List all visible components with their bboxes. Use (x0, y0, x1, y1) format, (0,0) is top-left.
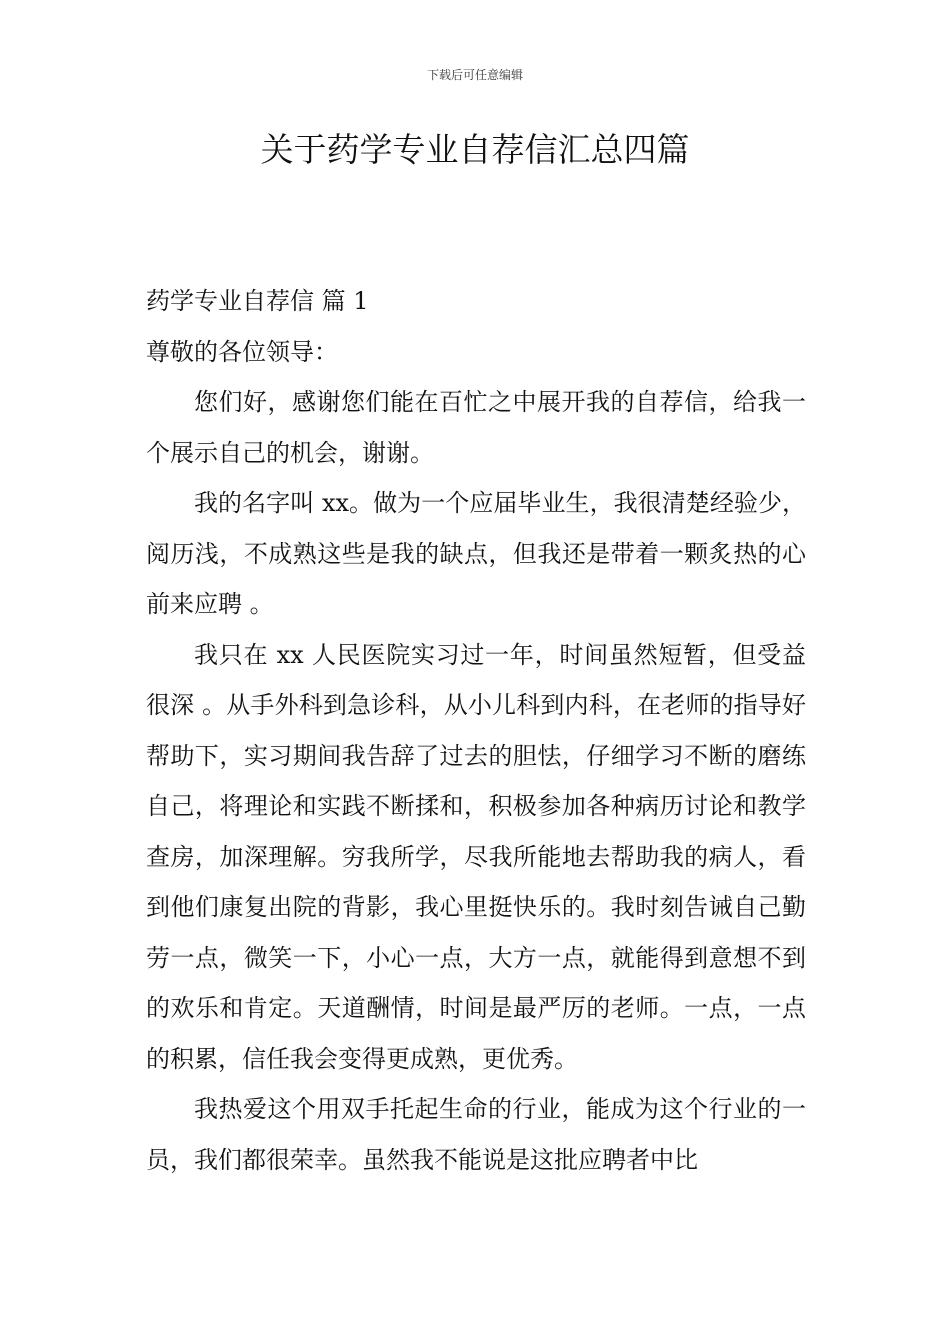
paragraph-4: 我热爱这个用双手托起生命的行业，能成为这个行业的一员，我们都很荣幸。虽然我不能说是这批应聘者中比 (146, 1095, 806, 1174)
document-title: 关于药学专业自荐信汇总四篇 (260, 130, 690, 169)
paragraph-1: 您们好，感谢您们能在百忙之中展开我的自荐信，给我一个展示自己的机会，谢谢。 (146, 388, 806, 467)
header-note: 下载后可任意编辑 (426, 68, 523, 82)
paragraph-3: 我只在 xx 人民医院实习过一年，时间虽然短暂，但受益很深 。从手外科到急诊科，从小儿科到内科，在老师的指导好帮助下，实习期间我告辞了过去的胆怯，仔细学习不断的磨练自己，将理论和实践不断揉和，积极参加各种病历讨论和教学查房，加深理解。穷我所学，尽我所能地去帮助我的病人，看到他们康复出院的背影，我心里挺快乐的。我时刻告诫自己勤劳一点，微笑一下，小心一点，大方一点，就能得到意想不到的欢乐和肯定。天道酬情，时间是最严厉的老师。一点，一点的积累，信任我会变得更成熟，更优秀。 (146, 640, 806, 1073)
document-body (146, 276, 806, 1185)
section-heading: 药学专业自荐信 篇 1 (146, 287, 369, 315)
salutation: 尊敬的各位领导： (146, 337, 338, 366)
paragraph-2: 我的名字叫 xx。做为一个应届毕业生，我很清楚经验少，阅历浅，不成熟这些是我的缺点，但我还是带着一颗炙热的心前来应聘 。 (146, 489, 806, 618)
